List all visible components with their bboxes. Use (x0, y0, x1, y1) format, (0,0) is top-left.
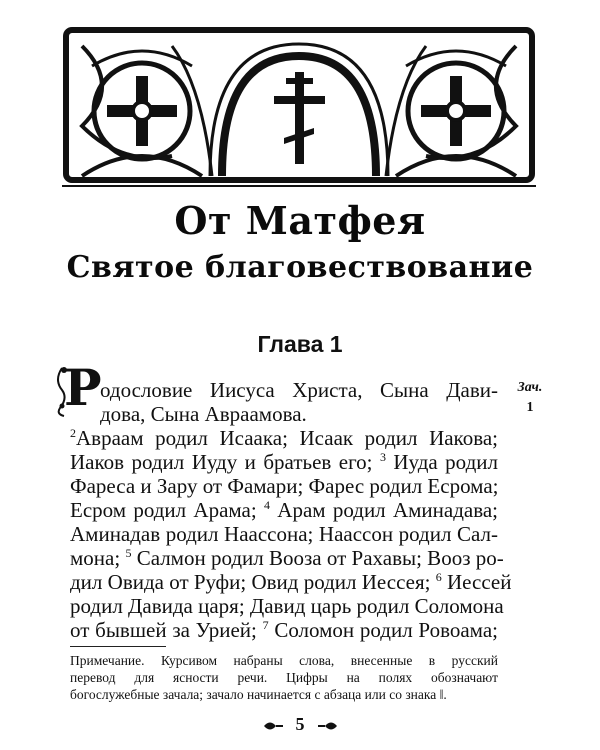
verse-number: 5 (125, 546, 132, 560)
verse-number: 6 (435, 570, 442, 584)
text-line: дил Овида от Руфи; Овид родил Иессея; $^6$ Иессей (70, 570, 512, 594)
page-number: 5 (295, 714, 305, 734)
chapter-heading: Глава 1 (257, 331, 343, 357)
text-line: Иаков родил Иуду и братьев его; $^3$ Иуда родил (70, 450, 498, 474)
fleuron-right-icon (317, 719, 339, 733)
verse-number: 4 (264, 498, 270, 512)
margin-label: Зач. (517, 380, 543, 395)
text-line: $^2$Авраам родил Исаака; Исаак родил Иакова; (70, 426, 498, 450)
footnote-line: перевод для ясности речи. Цифры на полях обозначают (70, 670, 498, 685)
text-line: Аминадав родил Наассона; Наассон родил Сал- (70, 522, 498, 546)
drop-cap-letter: Р (64, 358, 102, 417)
footnote-line: Примечание. Курсивом набраны слова, внесенные в русский (70, 653, 498, 668)
margin-reading-marker (508, 378, 552, 418)
page-footer (0, 714, 600, 735)
verse-number: 2 (70, 426, 76, 440)
text-line: Фареса и Зару от Фамари; Фарес родил Есрома; (70, 474, 499, 498)
ornamental-headpiece (62, 26, 536, 196)
verse-number: 7 (262, 618, 269, 632)
drop-cap (54, 358, 102, 420)
text-line: родил Давида царя; Давид царь родил Соломона (70, 594, 504, 618)
text-line: дова, Сына Авраамова. (100, 402, 307, 426)
fleuron-left-icon (262, 719, 284, 733)
book-title: От Матфея (174, 198, 426, 243)
footnote-rule (70, 646, 166, 647)
text-line: Есром родил Арама; $^4$ Арам родил Аминадава; (70, 498, 498, 522)
margin-number: 1 (526, 400, 534, 415)
verse-number: 3 (379, 450, 386, 464)
footnote-line: богослужебные зачала; зачало начинается с абзаца или со знака ‖. (70, 687, 447, 702)
text-line: мона; $^5$ Салмон родил Вооза от Рахавы; Вооз ро- (70, 546, 504, 570)
text-line: одословие Иисуса Христа, Сына Дави- (100, 378, 498, 402)
book-subtitle: Святое благовествование (66, 250, 534, 285)
text-line: от бывшей за Урией; $^7$ Соломон родил Ровоама; (70, 618, 498, 642)
